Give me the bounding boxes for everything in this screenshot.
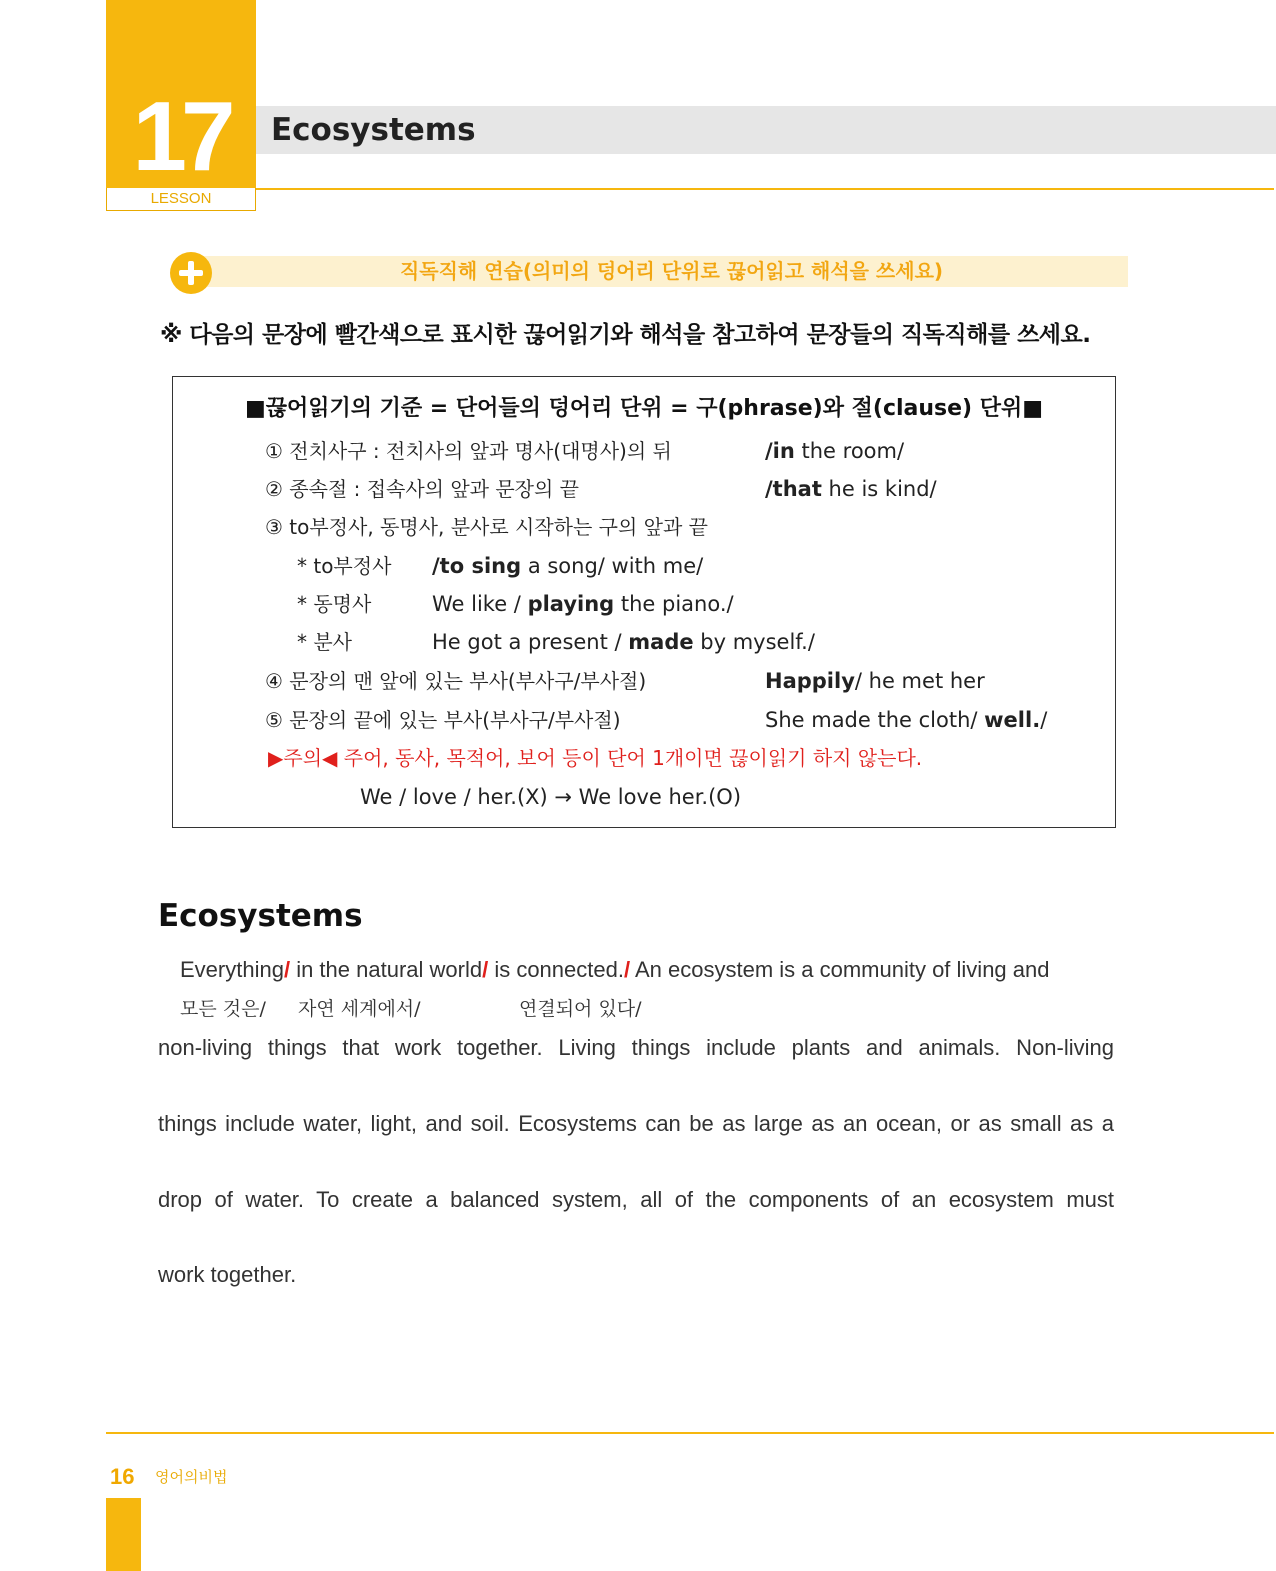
rule-example: She made the cloth/ well./: [765, 708, 1048, 732]
rule-example: Happily/ he met her: [765, 669, 985, 693]
footer-tab: [106, 1498, 141, 1571]
rule-label: ③ to부정사, 동명사, 분사로 시작하는 구의 앞과 끝: [265, 515, 708, 539]
reading-slash: /: [482, 957, 489, 982]
page-number: 16: [110, 1464, 135, 1489]
header-divider: [256, 188, 1274, 190]
subrule-label: * 동명사: [297, 592, 372, 616]
gloss-translation: 연결되어 있다/: [519, 998, 642, 1020]
caution-example: We / love / her.(X) → We love her.(O): [360, 785, 742, 809]
lesson-title: Ecosystems: [271, 112, 476, 148]
subrule-example: He got a present / made by myself./: [432, 630, 815, 654]
passage-line: Everything/ in the natural world/ is connected./ An ecosystem is a community of living and: [180, 957, 1050, 982]
reading-slash: /: [283, 957, 291, 982]
rule-example: /in the room/: [765, 439, 905, 463]
rule-label: ① 전치사구 : 전치사의 앞과 명사(대명사)의 뒤: [265, 439, 672, 463]
rule-example: /that he is kind/: [765, 477, 937, 501]
subrule-example: We like / playing the piano./: [432, 592, 734, 616]
lesson-label: LESSON: [106, 188, 256, 211]
rule-label: ② 종속절 : 접속사의 앞과 문장의 끝: [265, 477, 579, 501]
subrule-label: * to부정사: [297, 554, 392, 578]
plus-circle-icon: [170, 252, 212, 294]
gloss-translation: 모든 것은/: [180, 998, 266, 1020]
rule-label: ④ 문장의 맨 앞에 있는 부사(부사구/부사절): [265, 669, 647, 693]
gloss-translation: 자연 세계에서/: [298, 998, 421, 1020]
lesson-number: 17: [132, 81, 230, 191]
passage-line: work together.: [158, 1262, 297, 1287]
book-name: 영어의비법: [155, 1468, 228, 1486]
rule-label: ⑤ 문장의 끝에 있는 부사(부사구/부사절): [265, 708, 621, 732]
passage-line: drop of water. To create a balanced system, all of the components of an ecosystem must: [158, 1187, 1114, 1212]
footer-divider: [106, 1432, 1274, 1434]
passage-line: non-living things that work together. Living things include plants and animals. Non-living: [158, 1035, 1114, 1060]
practice-banner-text: 직독직해 연습(의미의 덩어리 단위로 끊어읽고 해석을 쓰세요): [399, 259, 944, 283]
subrule-label: * 분사: [297, 630, 352, 654]
subrule-example: /to sing a song/ with me/: [432, 554, 704, 578]
caution-note: ▶주의◀ 주어, 동사, 목적어, 보어 등이 단어 1개이면 끊이읽기 하지 않는다.: [268, 746, 923, 770]
instruction-text: ※ 다음의 문장에 빨간색으로 표시한 끊어읽기와 해석을 참고하여 문장들의 직독직해를 쓰세요.: [160, 322, 1091, 348]
passage-title: Ecosystems: [158, 898, 363, 934]
passage-line: things include water, light, and soil. Ecosystems can be as large as an ocean, or as small as a: [158, 1111, 1114, 1136]
reading-slash: /: [623, 957, 631, 982]
rules-title: ■끊어읽기의 기준 = 단어들의 덩어리 단위 = 구(phrase)와 절(clause) 단위■: [244, 396, 1044, 421]
